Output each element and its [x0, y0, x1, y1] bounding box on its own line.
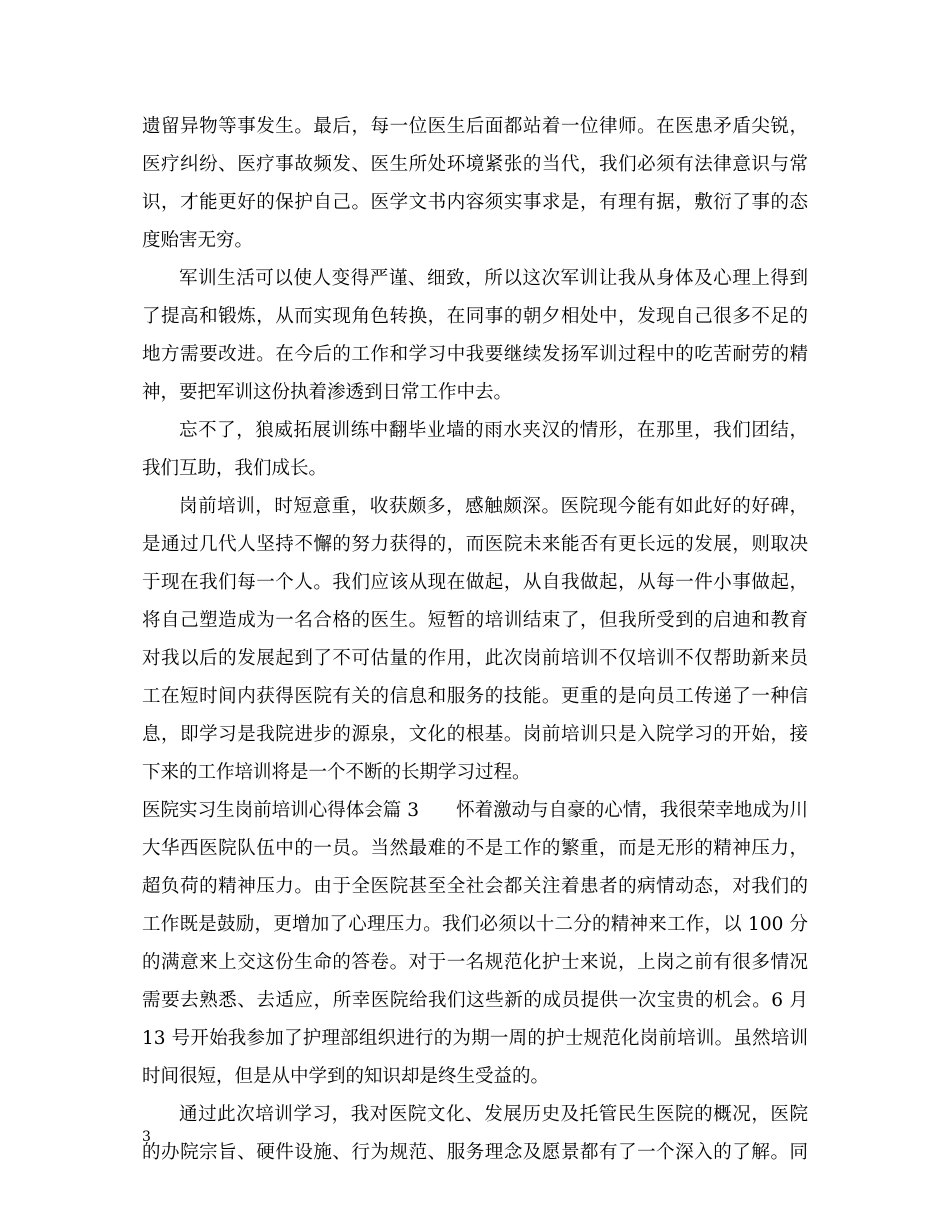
page-number: 3 — [142, 1129, 151, 1145]
text-line: 的办院宗旨、硬件设施、行为规范、服务理念及愿景都有了一个深入的了解。同 — [142, 1142, 808, 1163]
text-line: 对我以后的发展起到了不可估量的作用，此次岗前培训不仅培训不仅帮助新来员 — [142, 648, 808, 669]
text-line: 识，才能更好的保护自己。医学文书内容须实事求是，有理有据，敷衍了事的态 — [142, 192, 808, 213]
section-heading-line: 医院实习生岗前培训心得体会篇 3 怀着激动与自豪的心情，我很荣幸地成为川 — [142, 800, 808, 821]
text-line: 度贻害无穷。 — [142, 230, 254, 251]
text-line: 工作既是鼓励，更增加了心理压力。我们必须以十二分的精神来工作，以 100 分 — [142, 914, 808, 935]
text-line: 军训生活可以使人变得严谨、细致，所以这次军训让我从身体及心理上得到 — [179, 268, 808, 289]
text-line: 需要去熟悉、去适应，所幸医院给我们这些新的成员提供一次宝贵的机会。6 月 — [142, 990, 808, 1011]
text-line: 下来的工作培训将是一个不断的长期学习过程。 — [142, 762, 531, 783]
text-line: 息，即学习是我院进步的源泉，文化的根基。岗前培训只是入院学习的开始，接 — [142, 724, 808, 745]
text-line: 将自己塑造成为一名合格的医生。短暂的培训结束了，但我所受到的启迪和教育 — [142, 610, 808, 631]
text-line: 通过此次培训学习，我对医院文化、发展历史及托管民生医院的概况，医院 — [179, 1104, 808, 1125]
text-line: 是通过几代人坚持不懈的努力获得的，而医院未来能否有更长远的发展，则取决 — [142, 534, 808, 555]
document-body — [142, 108, 808, 1172]
text-line: 医疗纠纷、医疗事故频发、医生所处环境紧张的当代，我们必须有法律意识与常 — [142, 154, 808, 175]
text-line: 神，要把军训这份执着渗透到日常工作中去。 — [142, 382, 513, 403]
text-line: 了提高和锻炼，从而实现角色转换，在同事的朝夕相处中，发现自己很多不足的 — [142, 306, 808, 327]
text-line: 工在短时间内获得医院有关的信息和服务的技能。更重的是向员工传递了一种信 — [142, 686, 808, 707]
text-line: 忘不了，狼威拓展训练中翻毕业墙的雨水夹汉的情形，在那里，我们团结， — [179, 420, 808, 441]
text-line: 大华西医院队伍中的一员。当然最难的不是工作的繁重，而是无形的精神压力， — [142, 838, 808, 859]
text-line: 时间很短，但是从中学到的知识却是终生受益的。 — [142, 1066, 550, 1087]
text-line: 我们互助，我们成长。 — [142, 458, 328, 479]
text-line: 于现在我们每一个人。我们应该从现在做起，从自我做起，从每一件小事做起， — [142, 572, 808, 593]
text-line: 的满意来上交这份生命的答卷。对于一名规范化护士来说，上岗之前有很多情况 — [142, 952, 808, 973]
text-line: 13 号开始我参加了护理部组织进行的为期一周的护士规范化岗前培训。虽然培训 — [142, 1028, 808, 1049]
text-line: 遗留异物等事发生。最后，每一位医生后面都站着一位律师。在医患矛盾尖锐， — [142, 116, 808, 137]
text-line: 超负荷的精神压力。由于全医院甚至全社会都关注着患者的病情动态，对我们的 — [142, 876, 808, 897]
text-line: 地方需要改进。在今后的工作和学习中我要继续发扬军训过程中的吃苦耐劳的精 — [142, 344, 808, 365]
text-line: 岗前培训，时短意重，收获颇多，感触颇深。医院现今能有如此好的好碑， — [179, 496, 808, 517]
